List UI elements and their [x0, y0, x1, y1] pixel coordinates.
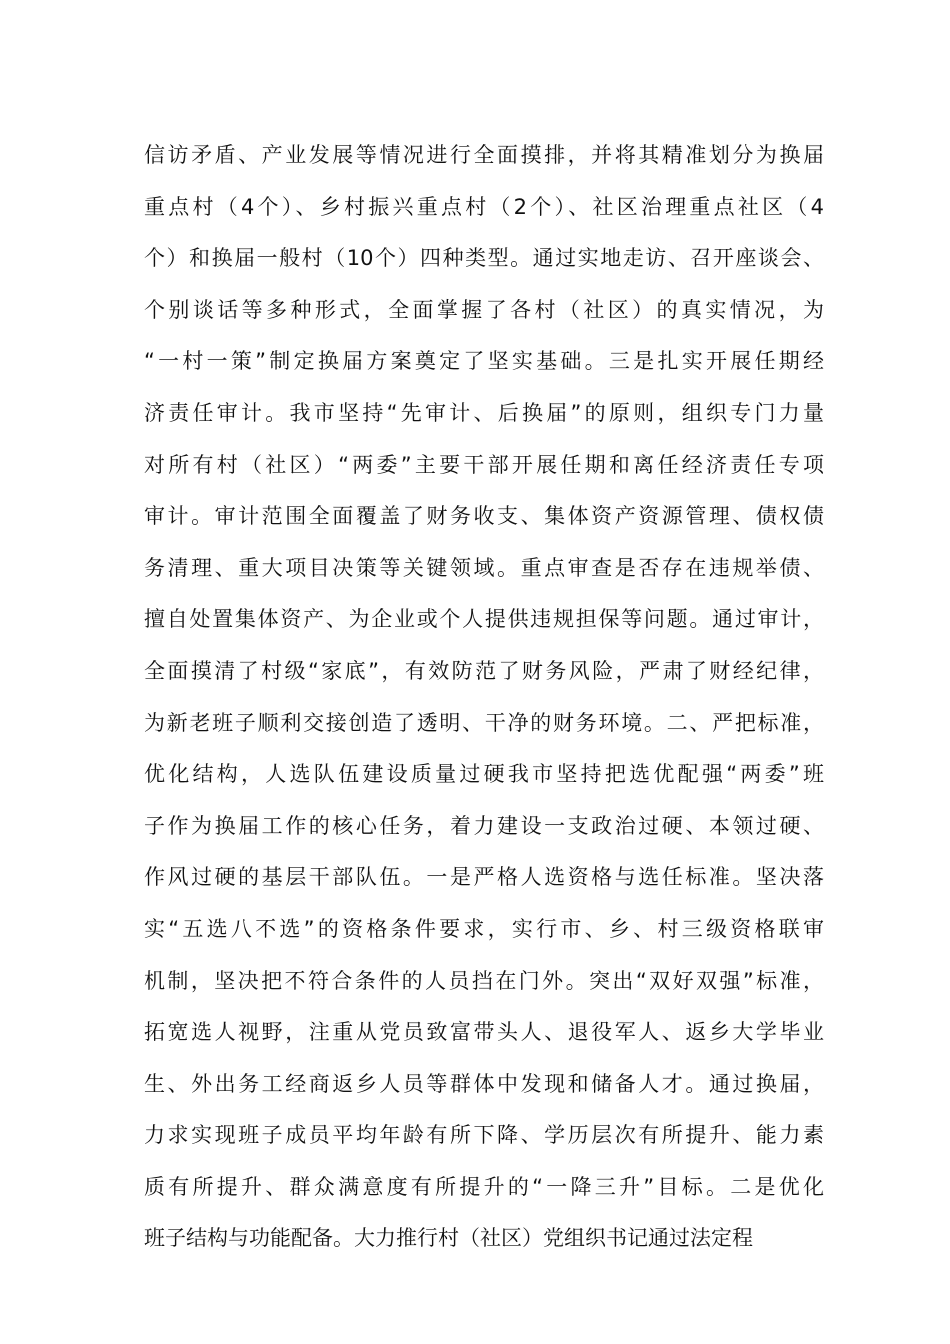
text-line-6: 济责任审计。我市坚持“先审计、后换届”的原则，组织专门力量	[144, 400, 824, 425]
text-line-15: 作风过硬的基层干部队伍。一是严格人选资格与选任标准。坚决落	[144, 865, 824, 890]
text-line-10: 擅自处置集体资产、为企业或个人提供违规担保等问题。通过审计，	[144, 607, 824, 632]
text-line-3: 个）和换届一般村（10个）四种类型。通过实地走访、召开座谈会、	[144, 246, 824, 271]
text-line-4: 个别谈话等多种形式，全面掌握了各村（社区）的真实情况，为	[144, 297, 824, 322]
text-line-20: 力求实现班子成员平均年龄有所下降、学历层次有所提升、能力素	[144, 1123, 824, 1148]
text-line-12: 为新老班子顺利交接创造了透明、干净的财务环境。二、严把标准，	[144, 710, 824, 735]
text-line-21: 质有所提升、群众满意度有所提升的“一降三升”目标。二是优化	[144, 1174, 824, 1199]
text-line-18: 拓宽选人视野，注重从党员致富带头人、退役军人、返乡大学毕业	[144, 1020, 824, 1045]
text-line-17: 机制，坚决把不符合条件的人员挡在门外。突出“双好双强”标准，	[144, 968, 824, 993]
text-line-7: 对所有村（社区）“两委”主要干部开展任期和离任经济责任专项	[144, 452, 824, 477]
text-line-14: 子作为换届工作的核心任务，着力建设一支政治过硬、本领过硬、	[144, 813, 824, 838]
text-line-5: “一村一策”制定换届方案奠定了坚实基础。三是扎实开展任期经	[144, 349, 824, 374]
text-line-19: 生、外出务工经商返乡人员等群体中发现和储备人才。通过换届，	[144, 1071, 824, 1096]
text-line-8: 审计。审计范围全面覆盖了财务收支、集体资产资源管理、债权债	[144, 504, 824, 529]
text-line-22: 班子结构与功能配备。大力推行村（社区）党组织书记通过法定程	[144, 1226, 753, 1251]
text-line-11: 全面摸清了村级“家底”，有效防范了财务风险，严肃了财经纪律，	[144, 658, 824, 683]
text-line-2: 重点村（4个）、乡村振兴重点村（2个）、社区治理重点社区（4	[144, 194, 824, 219]
text-line-16: 实“五选八不选”的资格条件要求，实行市、乡、村三级资格联审	[144, 916, 824, 941]
text-line-9: 务清理、重大项目决策等关键领域。重点审查是否存在违规举债、	[144, 555, 824, 580]
text-line-13: 优化结构，人选队伍建设质量过硬我市坚持把选优配强“两委”班	[144, 762, 824, 787]
body-text	[144, 130, 824, 1265]
text-line-1: 信访矛盾、产业发展等情况进行全面摸排，并将其精准划分为换届	[144, 143, 824, 167]
